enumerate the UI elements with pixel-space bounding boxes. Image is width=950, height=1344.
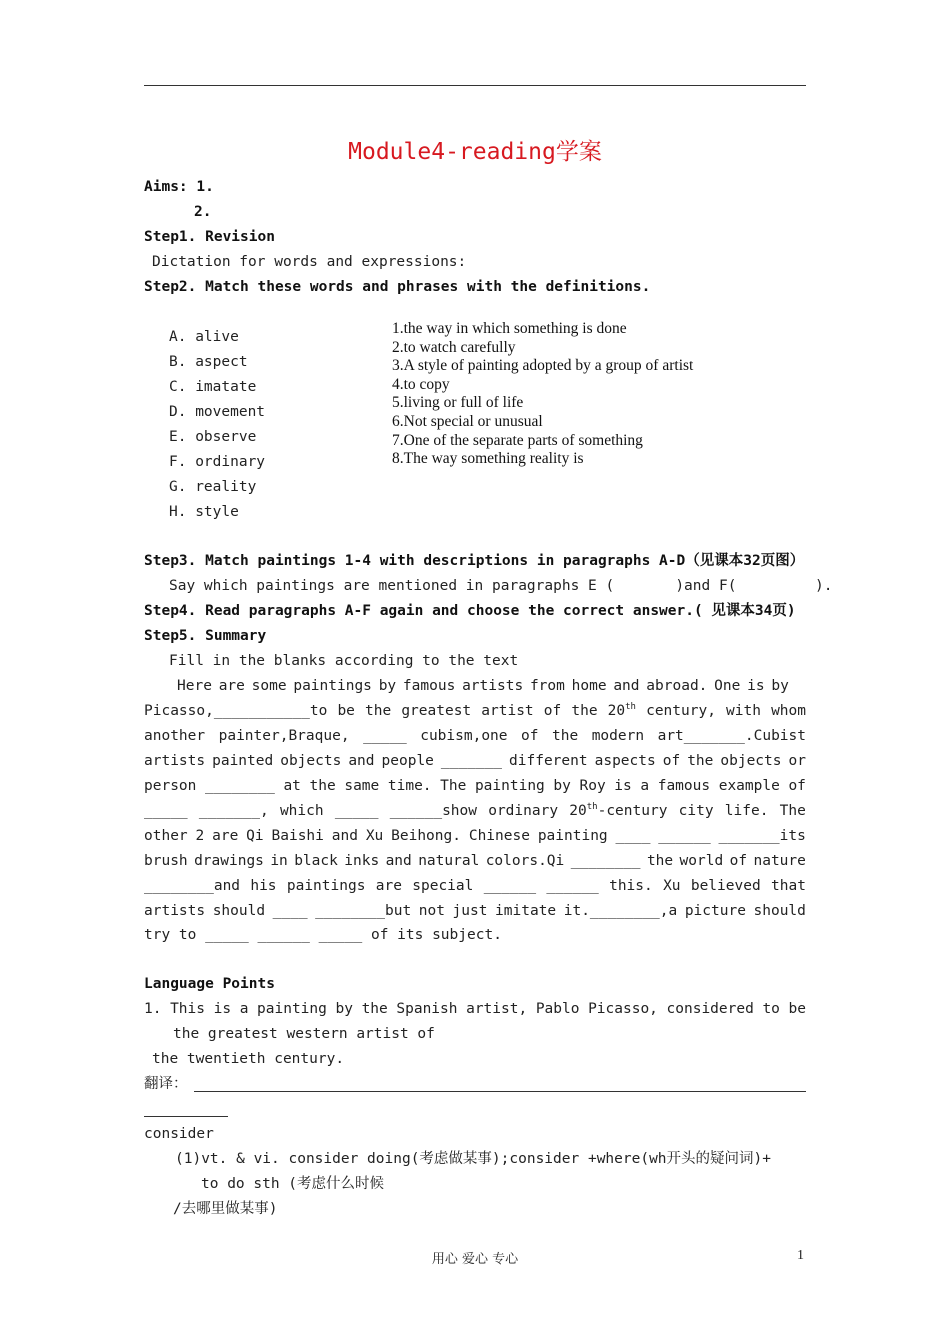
summary-word: nature [753,853,806,869]
summary-word: home [571,678,607,694]
summary-line [177,676,789,696]
summary-word[interactable]: _____ [334,803,379,819]
summary-word: the [687,753,714,769]
summary-word: and [331,828,358,844]
summary-word: the [571,703,598,719]
summary-word: Beihong. [391,828,461,844]
summary-word: the [365,703,392,719]
summary-word: or [788,753,806,769]
definition-item: 6.Not special or unusual [392,413,543,430]
step3-text: Say which paintings are mentioned in paragraphs E ( )and F( ). [169,578,833,594]
summary-word[interactable]: _______its [718,828,806,844]
summary-word: paintings [293,678,372,694]
summary-word: and [385,853,412,869]
step4-heading: Step4. Read paragraphs A-F again and choose the correct answer.( 见课本34页) [144,603,796,619]
summary-word: the [552,728,579,744]
definition-item: 8.The way something reality is [392,450,584,468]
summary-word: are [218,678,245,694]
summary-word: that [771,878,806,894]
summary-word[interactable]: _____ [363,728,407,744]
summary-word: with [726,703,761,719]
lp-word: considered [666,1001,754,1017]
summary-word[interactable]: it.________,a [563,903,678,919]
language-points-heading: Language Points [144,976,275,992]
definition-item: 2.to watch carefully [392,338,516,356]
word-item: F. ordinary [169,454,266,470]
word-item: E. observe [169,429,257,445]
summary-word: at [283,778,301,794]
lp-word: 1. [144,1001,162,1017]
summary-word: by [553,778,571,794]
summary-word: just [452,903,488,919]
lp-word: to [762,1001,780,1017]
summary-word: be [337,703,355,719]
summary-word: modern [591,728,645,744]
summary-line [144,776,806,796]
summary-word: paintings [286,878,366,894]
summary-line [144,851,806,871]
summary-word: imitate [495,903,557,919]
translate-label: 翻译： [144,1076,188,1092]
summary-word[interactable]: ____ [615,828,651,844]
summary-word: a [640,778,650,794]
summary-word: believed [690,878,761,894]
step2-heading: Step2. Match these words and phrases with the definitions. [144,279,651,295]
summary-word: same [344,778,380,794]
summary-word: black [294,853,338,869]
word-item: A. alive [169,329,239,345]
summary-word: person [144,778,197,794]
summary-line [144,751,806,771]
summary-word: natural [418,853,480,869]
summary-word: famous [402,678,456,694]
summary-line [144,726,806,746]
summary-word: of [521,728,539,744]
summary-word[interactable]: ______ [546,878,599,894]
lp-word: Picasso, [588,1001,658,1017]
summary-word: 20th [607,702,636,719]
definition-item: 5.living or full of life [392,394,524,412]
summary-word: Here [177,678,212,694]
word-item: C. imatate [169,379,257,395]
summary-word: Chinese [468,828,530,844]
lp-word: a [239,1001,249,1017]
summary-line [144,801,806,821]
lp-word: by [335,1001,353,1017]
summary-word: The [779,803,806,819]
word-item: D. movement [169,404,266,420]
lp-word: artist, [466,1001,528,1017]
summary-word: century, [646,703,716,719]
header-rule [144,85,806,86]
summary-word[interactable]: ________ [205,778,275,794]
summary-word[interactable]: _______, [198,803,269,819]
translate-answer-line-2[interactable] [144,1116,228,1117]
summary-word: 20th-century [569,802,668,819]
definition-item: 1.the way in which something is done [392,320,627,337]
summary-last-line: try to _____ ______ _____ of its subject. [144,927,502,943]
summary-word: painting [474,778,545,794]
summary-line [144,876,806,896]
summary-word: are [375,878,402,894]
language-point-1-end: the twentieth century. [152,1051,345,1067]
summary-word: the [646,853,674,869]
word-item: G. reality [169,479,257,495]
summary-word: life. [724,803,769,819]
summary-word: and [348,753,375,769]
summary-word: people [381,753,434,769]
summary-word: One [714,678,741,694]
summary-word: his [250,878,277,894]
lp-word: Spanish [396,1001,458,1017]
lp-word: painting [257,1001,327,1017]
summary-word: time. [387,778,432,794]
summary-word: which [279,803,324,819]
step1-text: Dictation for words and expressions: [152,254,467,270]
summary-word: and [613,678,640,694]
summary-word: Roy [579,778,606,794]
summary-word: 2 [195,828,205,844]
summary-word: other [144,828,188,844]
summary-word: world [679,853,724,869]
summary-word[interactable]: ________and [144,878,241,894]
step5-instruction: Fill in the blanks according to the text [169,653,519,669]
summary-word: objects [280,753,342,769]
summary-line [144,826,806,846]
definition-item: 4.to copy [392,375,450,393]
summary-word: painter,Braque, [218,728,350,744]
lp-word: is [213,1001,232,1017]
summary-word[interactable]: Picasso,___________to [144,703,328,719]
summary-word: of [662,753,681,769]
summary-word: different [509,753,588,769]
summary-word: artists [144,903,206,919]
summary-word: abroad. [646,678,708,694]
summary-word: drawings [194,853,264,869]
summary-word[interactable]: ______ [483,878,537,894]
summary-word: Qi [246,828,264,844]
summary-word: whom [771,703,806,719]
translate-answer-line[interactable] [194,1091,806,1092]
page-title: Module4-reading学案 [348,139,602,165]
summary-word: famous [657,778,711,794]
summary-word: some [251,678,287,694]
summary-word[interactable]: _____ [144,803,188,819]
summary-word: Xu [365,828,384,844]
summary-word: special [412,878,474,894]
step3-heading: Step3. Match paintings 1-4 with descriptions in paragraphs A-D（见课本32页图） [144,553,805,569]
lp-word: Pablo [535,1001,580,1017]
summary-word: artist [481,703,534,719]
summary-word: should [753,903,806,919]
consider-definition-end: /去哪里做某事) [173,1201,278,1217]
summary-word: in [270,853,288,869]
summary-line [144,901,806,921]
summary-word[interactable]: ______show [389,803,477,819]
summary-word: greatest [401,703,472,719]
summary-word: the [309,778,336,794]
summary-word: artists [144,753,206,769]
summary-word: is [614,778,632,794]
summary-word: from [529,678,565,694]
summary-word: ordinary [488,803,559,819]
lp-word: This [170,1001,205,1017]
definition-item: 7.One of the separate parts of something [392,431,643,449]
consider-word: consider [144,1126,214,1142]
summary-word: The [440,778,467,794]
summary-word: picture [684,903,746,919]
summary-word: city [678,803,714,819]
summary-line [144,701,806,721]
summary-word[interactable]: art_______.Cubist [657,728,806,744]
word-item: H. style [169,504,239,520]
summary-word: inks [344,853,380,869]
consider-definition-cont: to do sth (考虑什么时候 [201,1176,385,1192]
summary-word: objects [720,753,782,769]
summary-word: brush [144,853,188,869]
summary-word[interactable]: ________ [570,853,641,869]
summary-word: Xu [663,878,681,894]
summary-word: painting [537,828,608,844]
summary-word: colors.Qi [485,853,565,869]
summary-word[interactable]: _______ [440,753,503,769]
page-number: 1 [797,1248,804,1263]
summary-word: are [212,828,239,844]
summary-word: of [543,703,562,719]
consider-definition: (1)vt. & vi. consider doing(考虑做某事);consider +where(wh开头的疑问词)+ [175,1151,771,1167]
language-point-1-cont: the greatest western artist of [173,1026,435,1042]
language-point-1 [144,999,806,1019]
summary-word: should [212,903,266,919]
summary-word: cubism,one [420,728,508,744]
lp-word: the [361,1001,388,1017]
summary-word: another [144,728,206,744]
lp-word: be [788,1001,806,1017]
summary-word[interactable]: ____ [272,903,308,919]
word-item: B. aspect [169,354,248,370]
summary-word: is [747,678,765,694]
summary-word: painted [212,753,274,769]
aims-label: Aims: 1. [144,179,214,195]
summary-word: of [729,853,748,869]
summary-word: not [418,903,445,919]
summary-word: by [378,678,397,694]
step1-heading: Step1. Revision [144,229,275,245]
summary-word: this. [609,878,653,894]
summary-word: aspects [594,753,656,769]
definition-item: 3.A style of painting adopted by a group of artist [392,357,694,375]
summary-word: Baishi [271,828,324,844]
summary-word: by [771,678,789,694]
summary-word: artists [462,678,524,694]
summary-word[interactable]: ________but [315,903,412,919]
step5-heading: Step5. Summary [144,628,267,644]
aims-second: 2. [194,204,212,220]
footer-text: 用心 爱心 专心 [431,1252,519,1267]
summary-word: example [718,778,780,794]
summary-word: of [788,778,806,794]
summary-word[interactable]: ______ [658,828,711,844]
